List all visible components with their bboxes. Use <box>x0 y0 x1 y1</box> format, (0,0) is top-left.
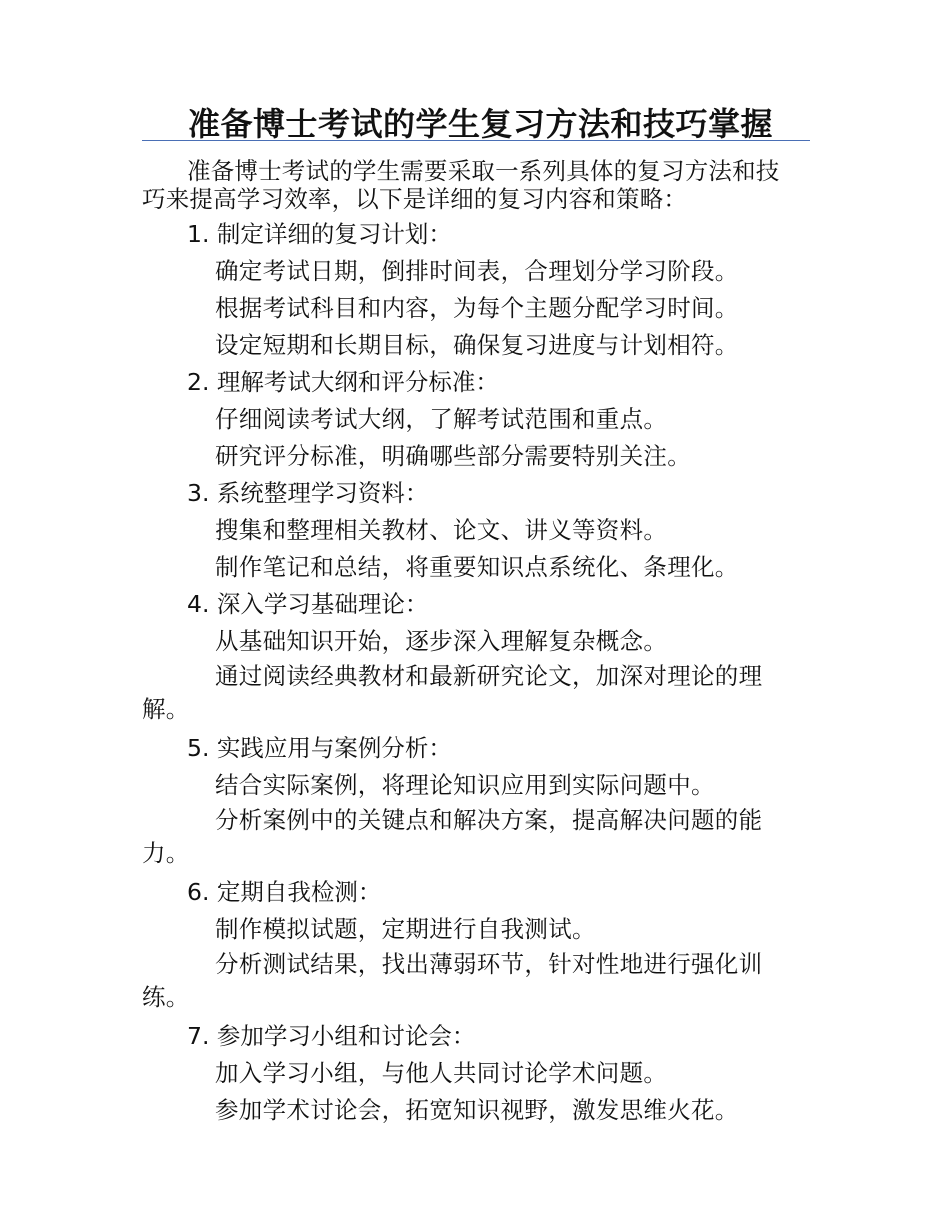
section <box>142 216 810 364</box>
section-item: 制作笔记和总结，将重要知识点系统化、条理化。 <box>215 553 739 581</box>
section-heading: 2. 理解考试大纲和评分标准： <box>187 368 499 396</box>
section <box>142 364 810 475</box>
section <box>142 1018 810 1129</box>
section-item: 制作模拟试题，定期进行自我测试。 <box>215 915 596 943</box>
section-item: 通过阅读经典教材和最新研究论文，加深对理论的理解。 <box>142 662 763 723</box>
section-list <box>142 216 810 1129</box>
document-title: 准备博士考试的学生复习方法和技巧掌握 <box>188 105 774 143</box>
section-item: 分析案例中的关键点和解决方案，提高解决问题的能力。 <box>142 806 763 867</box>
section-heading: 5. 实践应用与案例分析： <box>187 734 452 762</box>
title-underline <box>142 140 810 141</box>
section <box>142 475 810 586</box>
section-heading: 6. 定期自我检测： <box>187 878 382 906</box>
section <box>142 874 810 1014</box>
section-heading: 1. 制定详细的复习计划： <box>187 220 452 248</box>
section <box>142 730 810 870</box>
section-item: 研究评分标准，明确哪些部分需要特别关注。 <box>215 442 691 470</box>
section-heading: 4. 深入学习基础理论： <box>187 590 429 618</box>
section-item: 加入学习小组，与他人共同讨论学术问题。 <box>215 1059 668 1087</box>
section-item: 结合实际案例，将理论知识应用到实际问题中。 <box>215 771 715 799</box>
intro-paragraph: 准备博士考试的学生需要采取一系列具体的复习方法和技巧来提高学习效率，以下是详细的复习内容和策略： <box>142 157 780 213</box>
section <box>142 586 810 726</box>
section-heading: 7. 参加学习小组和讨论会： <box>187 1022 476 1050</box>
section-item: 设定短期和长期目标，确保复习进度与计划相符。 <box>215 331 739 359</box>
section-heading: 3. 系统整理学习资料： <box>187 479 429 507</box>
section-item: 确定考试日期，倒排时间表，合理划分学习阶段。 <box>215 257 739 285</box>
section-item: 根据考试科目和内容，为每个主题分配学习时间。 <box>215 294 739 322</box>
section-item: 搜集和整理相关教材、论文、讲义等资料。 <box>215 516 668 544</box>
section-item: 分析测试结果，找出薄弱环节，针对性地进行强化训练。 <box>142 950 763 1011</box>
section-item: 从基础知识开始，逐步深入理解复杂概念。 <box>215 627 668 655</box>
section-item: 仔细阅读考试大纲，了解考试范围和重点。 <box>215 405 668 433</box>
section-item: 参加学术讨论会，拓宽知识视野，激发思维火花。 <box>215 1096 739 1124</box>
